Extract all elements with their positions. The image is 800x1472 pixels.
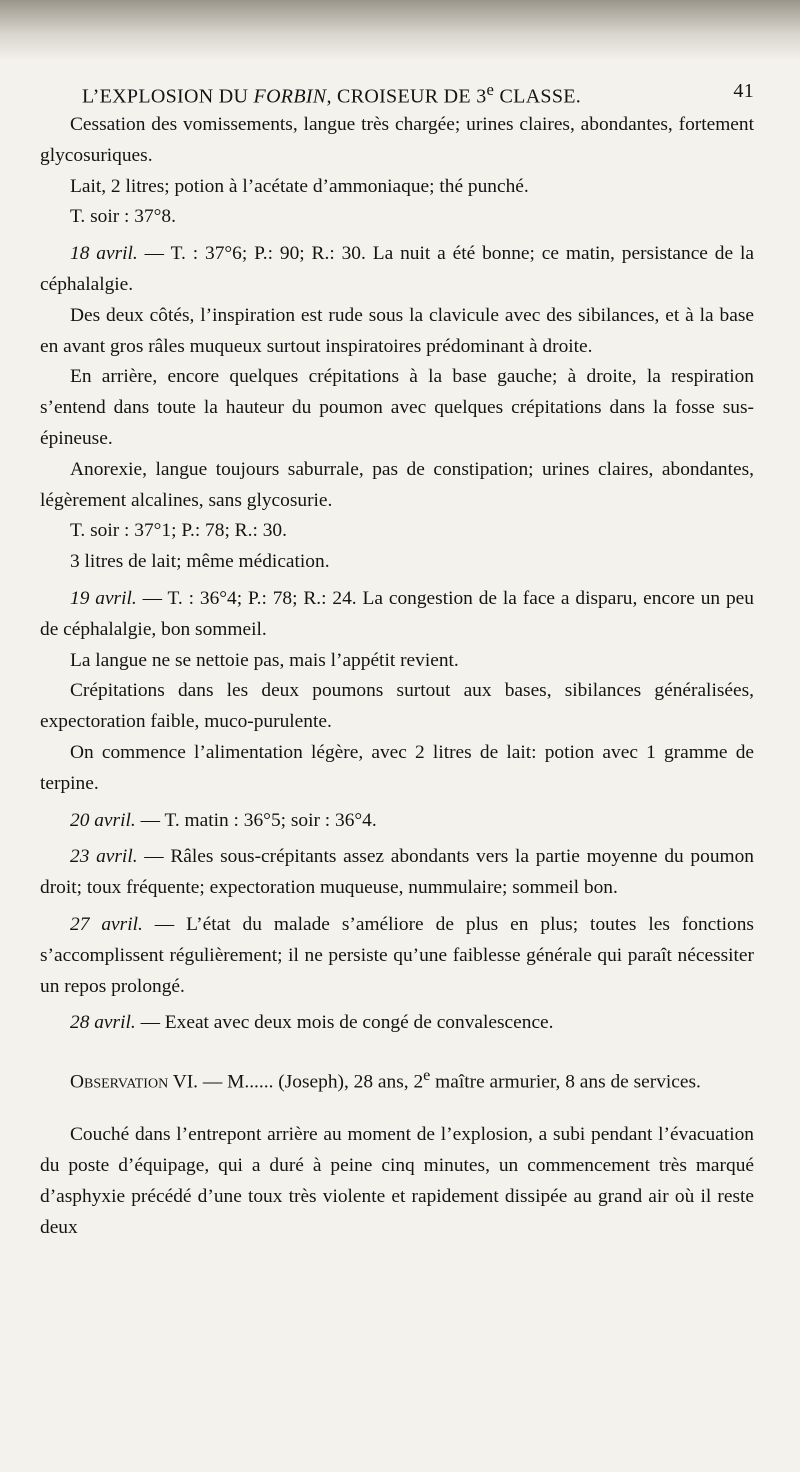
scan-top-edge — [0, 0, 800, 62]
paragraph: En arrière, encore quelques crépitations à la base gauche; à droite, la respiration s’entend dans toute la hauteur du poumon avec quelques crépitations dans la fosse sus-épineuse. — [40, 366, 754, 449]
paragraph: On commence l’alimentation légère, avec 2 litres de lait: potion avec 1 gramme de terpine. — [40, 741, 754, 794]
paragraph: La langue ne se nettoie pas, mais l’appétit revient. — [70, 649, 459, 671]
dated-entry: 18 avril. — T. : 37°6; P.: 90; R.: 30. La nuit a été bonne; ce matin, persistance de la céphalalgie. — [40, 243, 754, 295]
paragraph: Anorexie, langue toujours saburrale, pas de constipation; urines claires, abondantes, légèrement alcalines, sans glycosurie. — [40, 458, 754, 511]
paragraph: Couché dans l’entrepont arrière au moment de l’explosion, a subi pendant l’évacuation du poste d’équipage, qui a duré à peine cinq minutes, un commencement très marqué d’asphyxie précédé d’une toux très violente et rapidement dissipée au grand air où il reste deux — [40, 1124, 754, 1238]
book-page — [40, 72, 754, 1244]
entry-date: 28 avril. — [70, 1012, 136, 1034]
running-header — [40, 72, 754, 110]
paragraph: Lait, 2 litres; potion à l’acétate d’ammoniaque; thé punché. — [70, 175, 529, 197]
entry-date: 19 avril. — [70, 587, 137, 609]
paragraph: T. soir : 37°8. — [70, 206, 176, 228]
dated-entry: 23 avril. — Râles sous-crépitants assez abondants vers la partie moyenne du poumon droit; toux fréquente; expectoration muqueuse, nummulaire; sommeil bon. — [40, 846, 754, 899]
entry-date: 18 avril. — [70, 243, 138, 265]
dated-entry: 20 avril. — T. matin : 36°5; soir : 36°4. — [70, 809, 377, 831]
paragraph: 3 litres de lait; même médication. — [70, 551, 330, 573]
running-title: L’EXPLOSION DU FORBIN, CROISEUR DE 3e CLASSE. — [82, 80, 582, 108]
entry-date: 23 avril. — [70, 846, 138, 868]
observation-label: Observation VI. — [70, 1071, 199, 1093]
paragraph: Crépitations dans les deux poumons surtout aux bases, sibilances généralisées, expectoration faible, muco-purulente. — [40, 680, 754, 733]
dated-entry: 19 avril. — T. : 36°4; P.: 78; R.: 24. La congestion de la face a disparu, encore un peu de céphalalgie, bon sommeil. — [40, 587, 754, 640]
dated-entry: 28 avril. — Exeat avec deux mois de congé de convalescence. — [70, 1012, 554, 1034]
page-number: 41 — [733, 80, 754, 102]
body-text — [40, 110, 754, 1244]
paragraph: T. soir : 37°1; P.: 78; R.: 30. — [70, 520, 287, 542]
paragraph: Des deux côtés, l’inspiration est rude sous la clavicule avec des sibilances, et à la base en avant gros râles muqueux surtout inspiratoires prédominant à droite. — [40, 304, 754, 357]
entry-date: 27 avril. — [70, 913, 143, 935]
dated-entry: 27 avril. — L’état du malade s’améliore de plus en plus; toutes les fonctions s’accomplissent régulièrement; il ne persiste qu’une faiblesse générale qui paraît nécessiter un repos prolongé. — [40, 913, 754, 997]
paragraph: Cessation des vomissements, langue très chargée; urines claires, abondantes, fortement glycosuriques. — [40, 114, 754, 166]
entry-date: 20 avril. — [70, 809, 136, 831]
observation-heading: Observation VI. — M...... (Joseph), 28 ans, 2e maître armurier, 8 ans de services. — [70, 1067, 701, 1093]
